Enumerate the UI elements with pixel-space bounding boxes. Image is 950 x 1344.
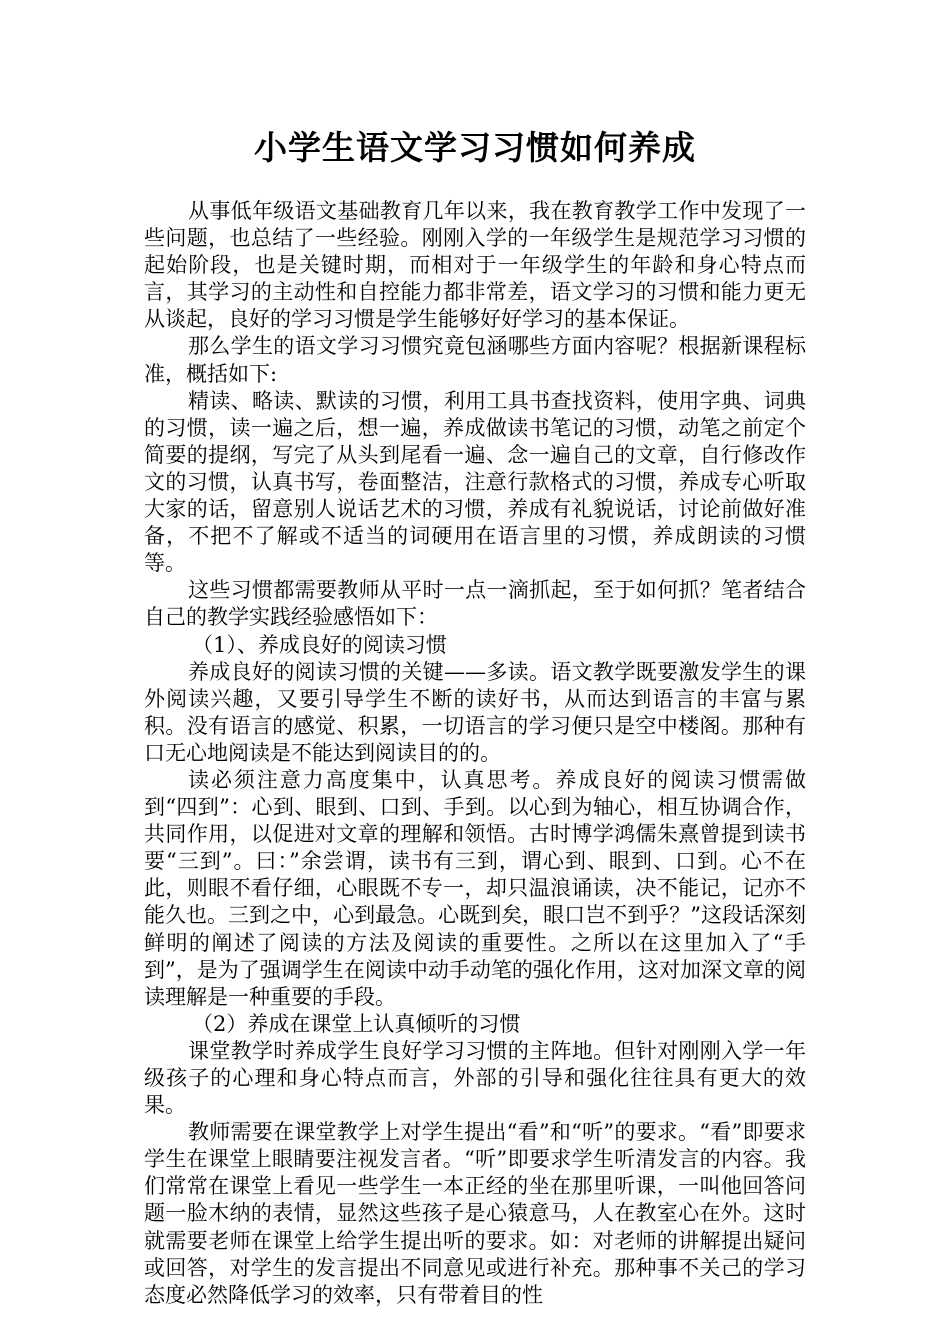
document-title: 小学生语文学习习惯如何养成 <box>254 128 696 167</box>
document-body <box>144 198 806 1309</box>
section-heading-reading: （1）、养成良好的阅读习惯 <box>192 632 447 657</box>
paragraph-intro: 从事低年级语文基础教育几年以来，我在教育教学工作中发现了一些问题，也总结了一些经验。刚刚入学的一年级学生是规范学习习惯的起始阶段，也是关键时期，而相对于一年级学生的年龄和身心特点而言，其学习的主动性和自控能力都非常差，语文学习的习惯和能力更无从谈起，良好的学习习惯是学生能够好好学习的基本保证。 <box>144 199 806 332</box>
section-heading-listening: （2）养成在课堂上认真倾听的习惯 <box>192 1011 521 1036</box>
paragraph-four-to: 读必须注意力高度集中，认真思考。养成良好的阅读习惯需做到“四到”：心到、眼到、口到、手到。以心到为轴心，相互协调合作，共同作用，以促进对文章的理解和领悟。古时博学鸿儒朱熹曾提到读书要“三到”。曰：”余尝谓，读书有三到，谓心到、眼到、口到。心不在此，则眼不看仔细，心眼既不专一，却只温浪诵读，决不能记，记亦不能久也。三到之中，心到最急。心既到矣，眼口岂不到乎？”这段话深刻鲜明的阐述了阅读的方法及阅读的重要性。之所以在这里加入了“手到”，是为了强调学生在阅读中动手动笔的强化作用，这对加深文章的阅读理解是一种重要的手段。 <box>144 767 806 1009</box>
paragraph-habits-list: 精读、略读、默读的习惯，利用工具书查找资料，使用字典、词典的习惯，读一遍之后，想一遍，养成做读书笔记的习惯，动笔之前定个简要的提纲，写完了从头到尾看一遍、念一遍自己的文章，自行修改作文的习惯，认真书写，卷面整洁，注意行款格式的习惯，养成专心听取大家的话，留意别人说话艺术的习惯，养成有礼貌说话，讨论前做好准备，不把不了解或不适当的词硬用在语言里的习惯，养成朗读的习惯等。 <box>144 388 806 576</box>
paragraph-look-listen: 教师需要在课堂教学上对学生提出“看”和“听”的要求。“看”即要求学生在课堂上眼睛要注视发言者。“听”即要求学生听清发言的内容。我们常常在课堂上看见一些学生一本正经的坐在那里听课，一叫他回答问题一脸木纳的表情，显然这些孩子是心猿意马，人在教室心在外。这时就需要老师在课堂上给学生提出听的要求。如：对老师的讲解提出疑问或回答，对学生的发言提出不同意见或进行补充。那种事不关己的学习态度必然降低学习的效率，只有带着目的性 <box>144 1120 806 1307</box>
paragraph-reading-key: 养成良好的阅读习惯的关键——多读。语文教学既要激发学生的课外阅读兴趣，又要引导学生不断的读好书，从而达到语言的丰富与累积。没有语言的感觉、积累，一切语言的学习便只是空中楼阁。那种有口无心地阅读是不能达到阅读目的的。 <box>144 659 806 765</box>
paragraph-question: 那么学生的语文学习习惯究竟包涵哪些方面内容呢？根据新课程标准，概括如下: <box>144 334 806 386</box>
paragraph-classroom: 课堂教学时养成学生良好学习习惯的主阵地。但针对刚刚入学一年级孩子的心理和身心特点而言，外部的引导和强化往往具有更大的效果。 <box>144 1038 806 1118</box>
paragraph-method-intro: 这些习惯都需要教师从平时一点一滴抓起，至于如何抓？笔者结合自己的教学实践经验感悟如下： <box>144 578 806 630</box>
